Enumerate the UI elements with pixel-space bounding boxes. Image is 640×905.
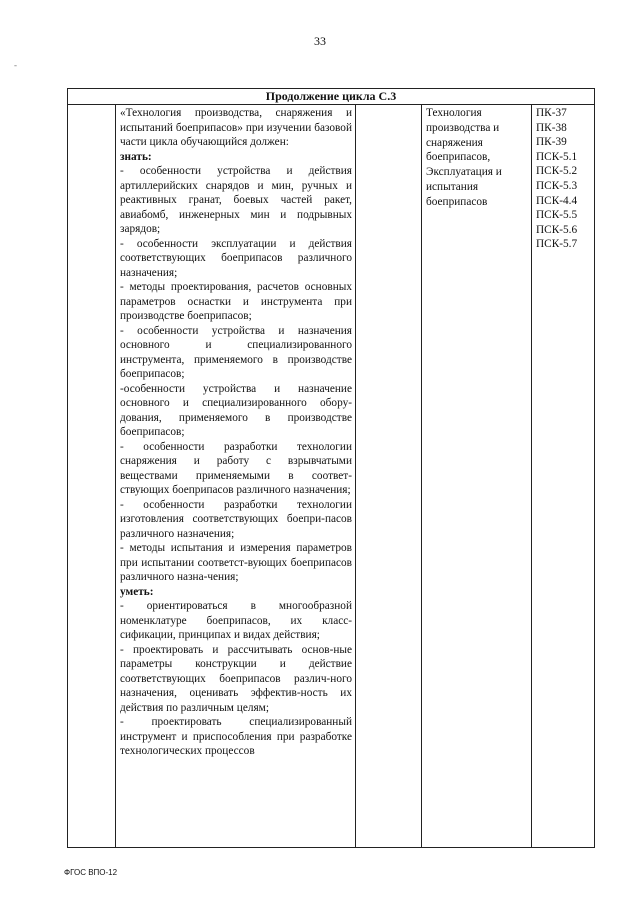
hours-column [356,104,422,847]
content-line: - методы испытания и измерения параметров при испытании соответст-вующих боеприпасов различного назна-чения; [120,542,352,583]
content-line: - проектировать специализированный инструмент и приспособления при разработке технологических процессов [120,716,352,757]
content-column [116,104,356,847]
content-line: - методы проектирования, расчетов основных параметров оснастки и инструмента при производстве боеприпасов; [120,281,352,322]
competency-code: ПСК-5.1 [536,150,578,163]
able-heading: уметь: [120,585,154,598]
content-line: - особенности устройства и назначения основного и специализированного инструмента, применяемого в производстве боеприпасов; [120,324,352,380]
content-line: - особенности разработки технологии снаряжения и работу с взрывчатыми веществами применяемыми в соответ-ствующих боеприпасов различного назначения; [120,440,352,496]
content-line: - особенности разработки технологии изготовления соответствующих боепри-пасов различного назначения; [120,498,352,540]
discipline-column [422,104,532,847]
know-heading: знать: [120,150,152,163]
index-column [68,104,116,847]
competency-code: ПСК-5.7 [536,238,578,251]
competency-code: ПСК-5.2 [536,165,578,178]
competency-code: ПСК-5.3 [536,179,578,192]
competency-code: ПСК-5.5 [536,209,578,222]
competency-code: ПК-39 [536,136,567,149]
footer-label: ФГОС ВПО-12 [64,868,118,877]
discipline-name: Технология производства и снаряжения боеприпасов, Эксплуатация и испытания боеприпасов [426,107,502,208]
competencies-column [532,104,594,847]
content-line: - особенности эксплуатации и действия соответствующих боеприпасов различного назначения; [120,237,352,279]
competency-code: ПСК-4.4 [536,194,578,207]
table-header: Продолжение цикла С.3 [68,89,594,105]
content-line: - проектировать и рассчитывать основ-ные параметры конструкции и действие соответствующих боеприпасов различ-ного назначения, оценивать эффектив-ность их действия по различным целям; [120,643,352,714]
curriculum-table [67,88,595,848]
content-line: - ориентироваться в многообразной номенклатуре боеприпасов, их класс-сификации, принципах и видах действия; [120,600,352,641]
competency-code: ПСК-5.6 [536,223,578,236]
competency-code: ПК-38 [536,121,567,134]
content-line: - особенности устройства и действия артиллерийских снарядов и мин, ручных и реактивных гранат, боевых частей ракет, авиабомб, инженерных мин и подрывных зарядов; [120,165,352,235]
competency-code: ПК-37 [536,107,567,119]
content-line: «Технология производства, снаряжения и испытаний боеприпасов» при изучении базовой части цикла обучающийся должен: [120,107,352,148]
margin-mark: - [14,60,17,70]
page-number: 33 [314,34,326,48]
content-line: -особенности устройства и назначение основного и специализированного обору-дования, применяемого в производстве боеприпасов; [120,382,352,438]
